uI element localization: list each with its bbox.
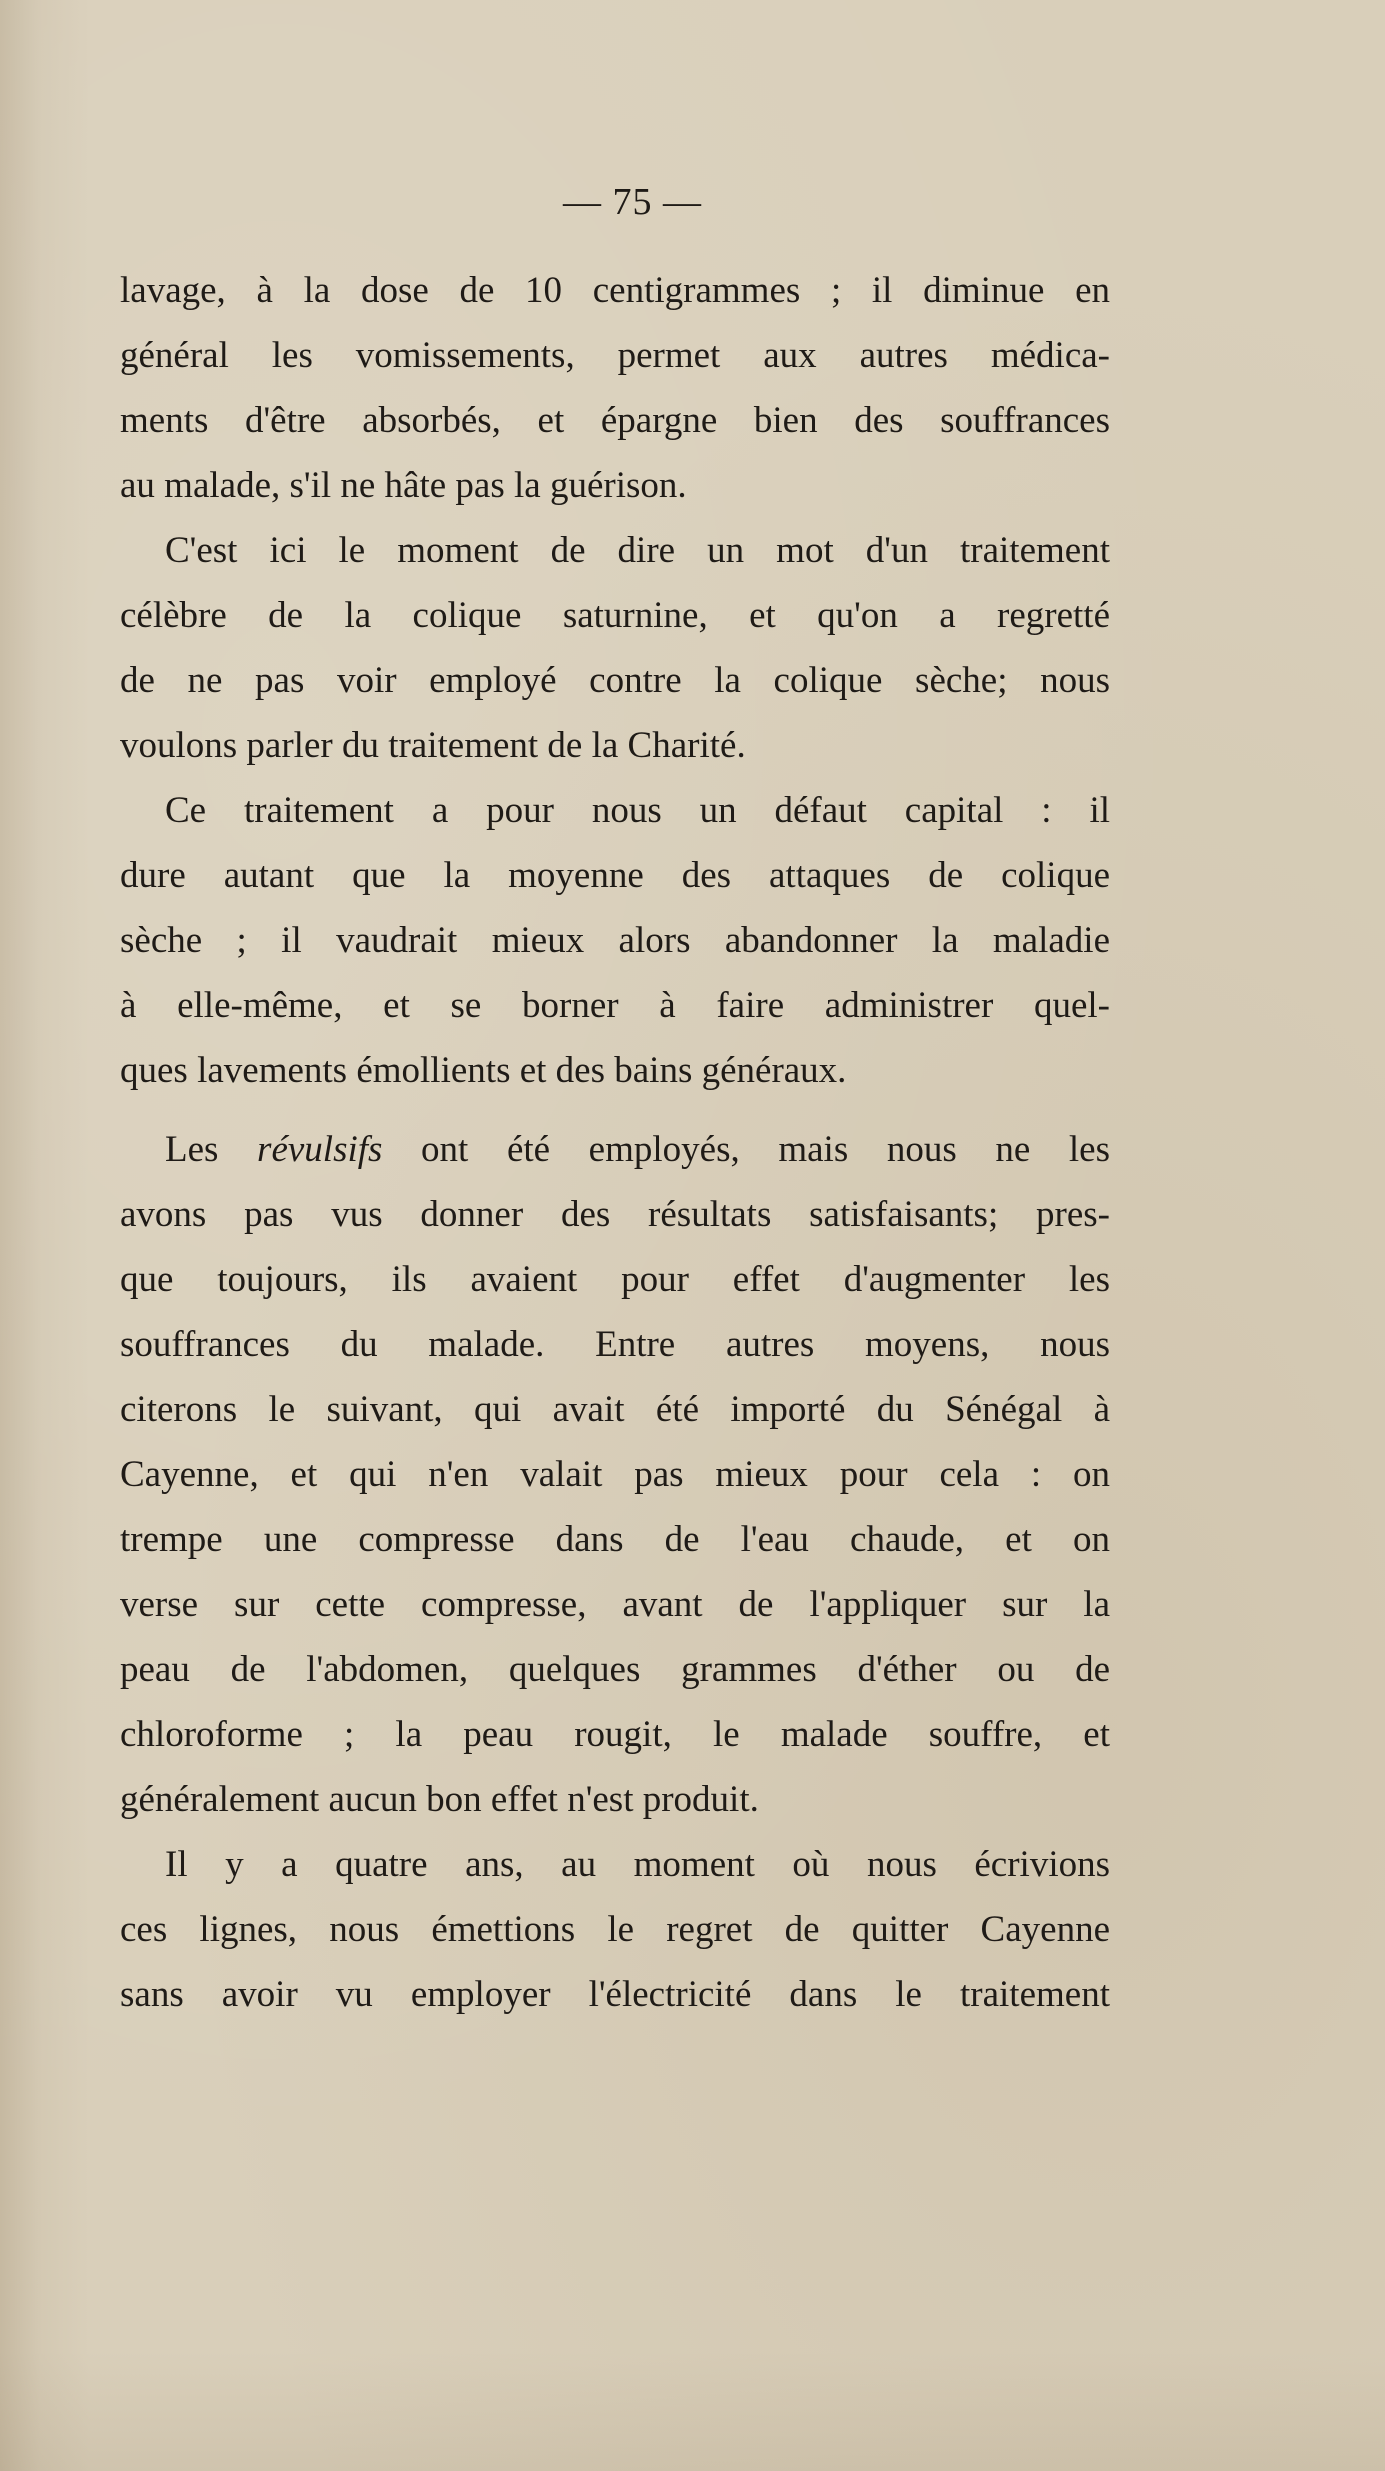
text-line: avons pas vus donner des résultats satisfaisants; pres- — [120, 1194, 1110, 1235]
text-line: généralement aucun bon effet n'est produit. — [120, 1779, 759, 1820]
text-line: au malade, s'il ne hâte pas la guérison. — [120, 465, 687, 506]
text-line-first — [120, 1117, 1110, 1182]
text-line: dure autant que la moyenne des attaques de colique — [120, 855, 1110, 896]
text-line: peau de l'abdomen, quelques grammes d'éther ou de — [120, 1649, 1110, 1690]
text-block-top — [120, 258, 1110, 1103]
text-line: souffrances du malade. Entre autres moyens, nous — [120, 1324, 1110, 1365]
text-line: Cayenne, et qui n'en valait pas mieux pour cela : on — [120, 1454, 1110, 1495]
text-fragment: ont été employés, mais nous ne les — [382, 1129, 1110, 1170]
text-line: ques lavements émollients et des bains généraux. — [120, 1050, 847, 1091]
text-line: général les vomissements, permet aux autres médica- — [120, 335, 1110, 376]
text-line: voulons parler du traitement de la Charité. — [120, 725, 746, 766]
paragraph-3 — [120, 778, 1110, 1103]
text-fragment: Les — [165, 1129, 258, 1170]
text-line: à elle-même, et se borner à faire administrer quel- — [120, 985, 1110, 1026]
text-line: sèche ; il vaudrait mieux alors abandonner la maladie — [120, 920, 1110, 961]
text-line: citerons le suivant, qui avait été importé du Sénégal à — [120, 1389, 1110, 1430]
text-line: C'est ici le moment de dire un mot d'un traitement — [165, 530, 1110, 571]
text-line: célèbre de la colique saturnine, et qu'on a regretté — [120, 595, 1110, 636]
text-line: de ne pas voir employé contre la colique sèche; nous — [120, 660, 1110, 701]
emphasis-word: révulsifs — [257, 1129, 383, 1170]
text-block-bottom — [120, 1117, 1110, 2027]
paragraph-2 — [120, 518, 1110, 778]
paragraph-4 — [120, 1117, 1110, 1832]
paragraph-1 — [120, 258, 1110, 518]
text-line: ces lignes, nous émettions le regret de quitter Cayenne — [120, 1909, 1110, 1950]
text-line: Il y a quatre ans, au moment où nous écrivions — [165, 1844, 1110, 1885]
text-line: verse sur cette compresse, avant de l'appliquer sur la — [120, 1584, 1110, 1625]
text-line: lavage, à la dose de 10 centigrammes ; il diminue en — [120, 270, 1110, 311]
text-line: ments d'être absorbés, et épargne bien des souffrances — [120, 400, 1110, 441]
page-number: — 75 — — [563, 181, 702, 223]
text-line: Ce traitement a pour nous un défaut capital : il — [165, 790, 1110, 831]
text-line: trempe une compresse dans de l'eau chaude, et on — [120, 1519, 1110, 1560]
paragraph-5 — [120, 1832, 1110, 2027]
text-line: sans avoir vu employer l'électricité dans le traitement — [120, 1974, 1110, 2015]
text-line: que toujours, ils avaient pour effet d'augmenter les — [120, 1259, 1110, 1300]
text-line: chloroforme ; la peau rougit, le malade souffre, et — [120, 1714, 1110, 1755]
